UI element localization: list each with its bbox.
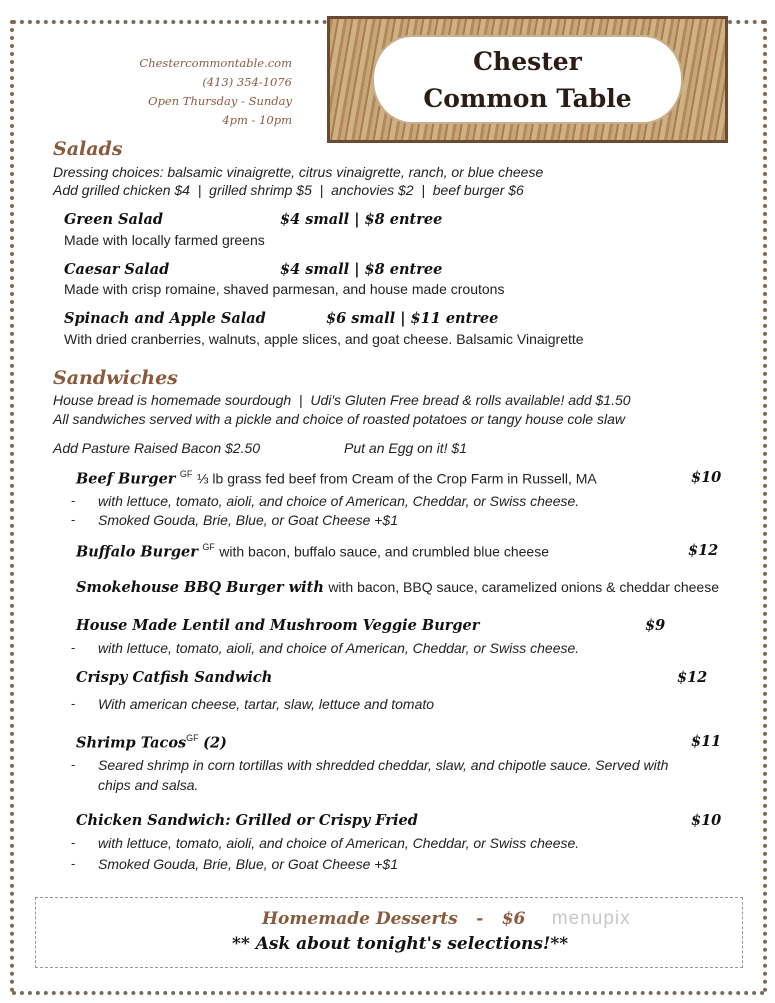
menu-item-shrimp-tacos: Shrimp Tacos$^{GF}$ (2) (76, 733, 227, 752)
menu-item-catfish: Crispy Catfish Sandwich (76, 669, 273, 686)
item-bullet: With american cheese, tartar, slaw, lettuce and tomato (98, 696, 435, 712)
egg-addon: Put an Egg on it! $1 (344, 440, 467, 456)
bacon-addon: Add Pasture Raised Bacon $2.50 (53, 440, 261, 456)
logo-line2: Common Table (423, 84, 632, 113)
border-right (763, 20, 767, 993)
menu-item-veggie-burger: House Made Lentil and Mushroom Veggie Burger (76, 617, 480, 634)
dessert-note: ** Ask about tonight's selections!** (232, 934, 569, 954)
bullet: - (71, 696, 76, 711)
bullet: - (71, 757, 76, 772)
watermark: menupix (551, 908, 631, 929)
phone: (413) 354-1076 (202, 75, 292, 89)
gf-badge: GF (186, 733, 199, 743)
menu-item-smokehouse-burger: Smokehouse BBQ Burger with with bacon, BBQ sauce, caramelized onions & cheddar cheese (76, 579, 719, 596)
contact-info (139, 54, 292, 130)
gf-badge: GF (202, 542, 215, 552)
dressing-choices: Dressing choices: balsamic vinaigrette, citrus vinaigrette, ranch, or blue cheese (53, 164, 544, 180)
item-bullet: with lettuce, tomato, aioli, and choice of American, Cheddar, or Swiss cheese. (98, 493, 580, 509)
item-price: $12 (677, 669, 708, 686)
border-bottom (12, 991, 765, 995)
border-top-left (12, 20, 327, 24)
sides-note: All sandwiches served with a pickle and choice of roasted potatoes or tangy house cole slaw (53, 411, 625, 427)
item-name: Spinach and Apple Salad (64, 310, 266, 327)
bullet: - (71, 493, 76, 508)
days: Open Thursday - Sunday (148, 94, 292, 108)
border-left (10, 20, 14, 993)
sandwiches-heading: Sandwiches (53, 367, 178, 389)
menu-item-beef-burger: Beef Burger $^{GF}$ ⅓ lb grass fed beef from Cream of the Crop Farm in Russell, MA (76, 469, 597, 488)
website[interactable]: Chestercommontable.com (139, 56, 292, 70)
salads-heading: Salads (53, 138, 123, 160)
item-price: $12 (688, 542, 719, 559)
item-price: $4 small | $8 entree (280, 211, 443, 228)
item-price: $11 (691, 733, 722, 750)
item-price: $9 (645, 617, 666, 634)
item-desc: With dried cranberries, walnuts, apple slices, and goat cheese. Balsamic Vinaigrette (64, 331, 584, 347)
dessert-price: $6 (501, 909, 526, 929)
salad-addons: Add grilled chicken $4 | grilled shrimp $5 | anchovies $2 | beef burger $6 (53, 182, 524, 198)
logo (327, 16, 728, 143)
border-top-right (728, 20, 765, 24)
item-desc: Made with crisp romaine, shaved parmesan, and house made croutons (64, 281, 505, 297)
menu-item-buffalo-burger: Buffalo Burger $^{GF}$ with bacon, buffalo sauce, and crumbled blue cheese (76, 542, 550, 561)
item-bullet: Smoked Gouda, Brie, Blue, or Goat Cheese +$1 (98, 856, 399, 872)
item-price: $4 small | $8 entree (280, 261, 443, 278)
item-price: $10 (691, 812, 722, 829)
item-bullet: Smoked Gouda, Brie, Blue, or Goat Cheese +$1 (98, 512, 399, 528)
bread-note: House bread is homemade sourdough | Udi's Gluten Free bread & rolls available! add $1.50 (53, 392, 631, 408)
item-name: Caesar Salad (64, 261, 170, 278)
bullet: - (71, 512, 76, 527)
bullet: - (71, 640, 76, 655)
item-bullet: Seared shrimp in corn tortillas with shredded cheddar, slaw, and chipotle sauce. Served with (98, 757, 669, 773)
item-price: $10 (691, 469, 722, 486)
item-bullet-continued: chips and salsa. (98, 777, 199, 793)
bullet: - (71, 856, 76, 871)
menu-item-chicken-sandwich: Chicken Sandwich: Grilled or Crispy Fried (76, 812, 418, 829)
dessert-line: Homemade Desserts - $6 menupix (262, 908, 631, 929)
item-price: $6 small | $11 entree (326, 310, 499, 327)
bullet: - (71, 835, 76, 850)
gf-badge: GF (179, 469, 193, 479)
logo-line1: Chester (473, 47, 582, 76)
dessert-title: Homemade Desserts (262, 909, 458, 929)
item-bullet: with lettuce, tomato, aioli, and choice of American, Cheddar, or Swiss cheese. (98, 640, 580, 656)
hours: 4pm - 10pm (222, 113, 292, 127)
item-bullet: with lettuce, tomato, aioli, and choice of American, Cheddar, or Swiss cheese. (98, 835, 580, 851)
item-desc: Made with locally farmed greens (64, 232, 265, 248)
item-name: Green Salad (64, 211, 163, 228)
